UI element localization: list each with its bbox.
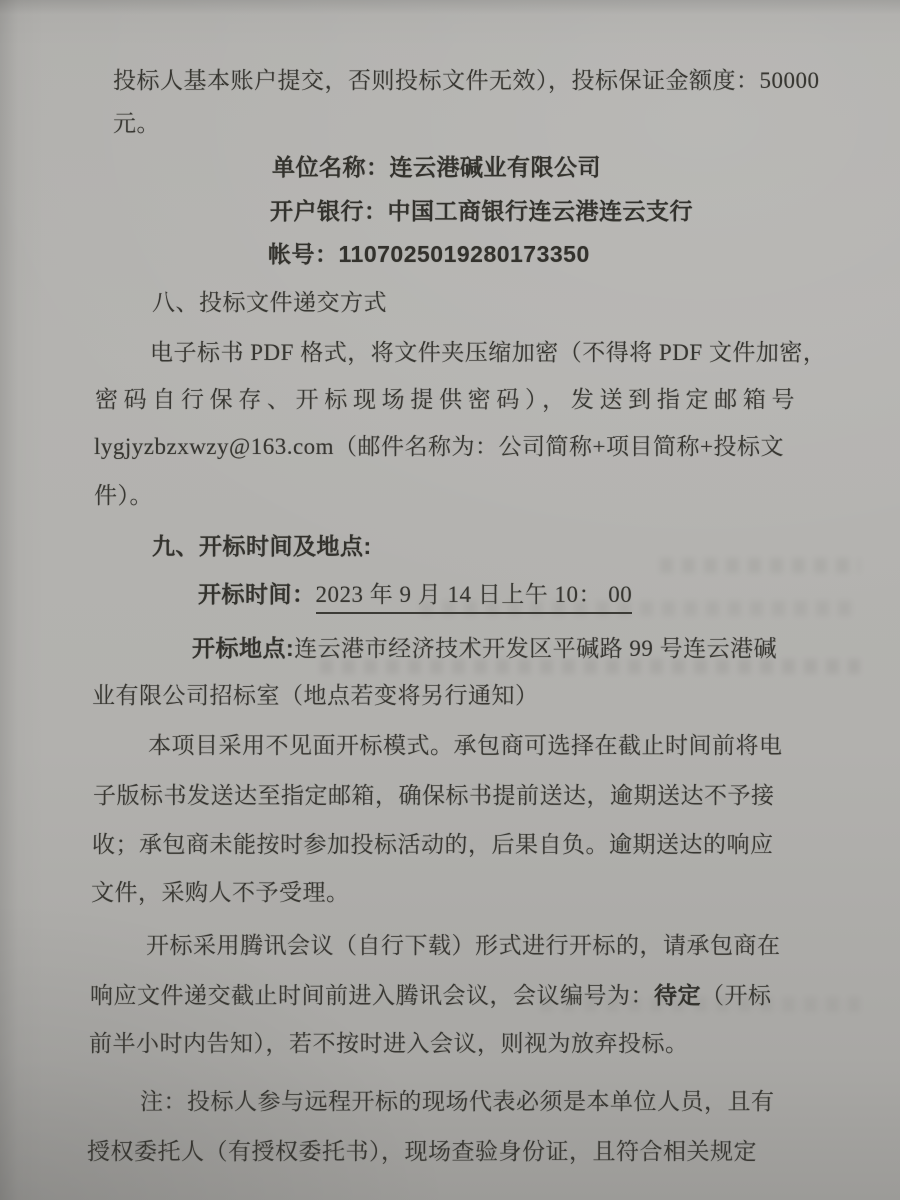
document-line: [140, 1085, 775, 1119]
text-run: 授权委托人（有授权委托书），现场查验身份证，且符合相关规定: [87, 1139, 757, 1164]
document-line: [92, 679, 539, 713]
text-run: 连云港市经济技术开发区平碱路 99 号连云港碱: [294, 636, 778, 661]
text-run: 文件，采购人不予受理。: [91, 880, 350, 905]
text-run: 密码自行保存、开标现场提供密码），发送到指定邮箱号: [95, 387, 795, 412]
document-line: [113, 64, 820, 98]
document-line: [93, 779, 775, 813]
text-run: 投标人基本账户提交，否则投标文件无效），投标保证金额度：50000: [113, 68, 820, 93]
document-line: [270, 194, 693, 228]
text-run: 开标时间：: [198, 581, 316, 607]
text-run: 开标地点:: [192, 635, 295, 661]
text-run: 单位名称：连云港碱业有限公司: [272, 154, 601, 180]
document-line: [146, 929, 781, 963]
text-run: 收；承包商未能按时参加投标活动的，后果自负。逾期送达的响应: [92, 832, 774, 857]
document-line: [268, 237, 590, 271]
text-run: 帐号：1107025019280173350: [268, 241, 590, 267]
text-run: 开标采用腾讯会议（自行下载）形式进行开标的，请承包商在: [146, 933, 781, 958]
document-line: [150, 336, 826, 370]
text-run: （开标: [701, 983, 772, 1008]
document-line: [148, 729, 783, 763]
document-line: [92, 828, 774, 862]
document-line: [89, 1027, 689, 1061]
document-line: [152, 286, 387, 320]
document-line: [94, 479, 153, 513]
document-line: [94, 430, 784, 464]
document-line: [192, 631, 777, 665]
document-line: [272, 150, 601, 184]
document-line: [198, 577, 632, 611]
document-line: [87, 1135, 757, 1169]
text-run: 电子标书 PDF 格式，将文件夹压缩加密（不得将 PDF 文件加密，: [150, 340, 827, 365]
text-run: 元。: [113, 111, 160, 136]
document-line: [91, 876, 350, 910]
text-run: 本项目采用不见面开标模式。承包商可选择在截止时间前将电: [148, 733, 783, 758]
document-line: [95, 383, 795, 417]
text-run: 九、开标时间及地点:: [152, 533, 372, 559]
text-run: 2023 年 9 月 14 日上午 10： 00: [316, 582, 633, 614]
document-line: [113, 107, 160, 141]
text-run: 八、投标文件递交方式: [152, 290, 387, 315]
text-run: 子版标书发送达至指定邮箱，确保标书提前送达，逾期送达不予接: [93, 783, 775, 808]
text-run: 待定: [654, 982, 701, 1008]
text-run: lygjyzbzxwzy@163.com（邮件名称为：公司简称+项目简称+投标文: [94, 434, 784, 459]
document-line: [90, 978, 772, 1012]
text-run: 开户银行：中国工商银行连云港连云支行: [270, 198, 693, 224]
document-line: [152, 529, 372, 563]
text-run: 业有限公司招标室（地点若变将另行通知）: [92, 683, 539, 708]
text-run: 件）。: [94, 483, 153, 508]
text-run: 注：投标人参与远程开标的现场代表必须是本单位人员，且有: [140, 1089, 775, 1114]
text-run: 响应文件递交截止时间前进入腾讯会议，会议编号为：: [90, 983, 654, 1008]
text-run: 前半小时内告知），若不按时进入会议，则视为放弃投标。: [89, 1031, 689, 1056]
